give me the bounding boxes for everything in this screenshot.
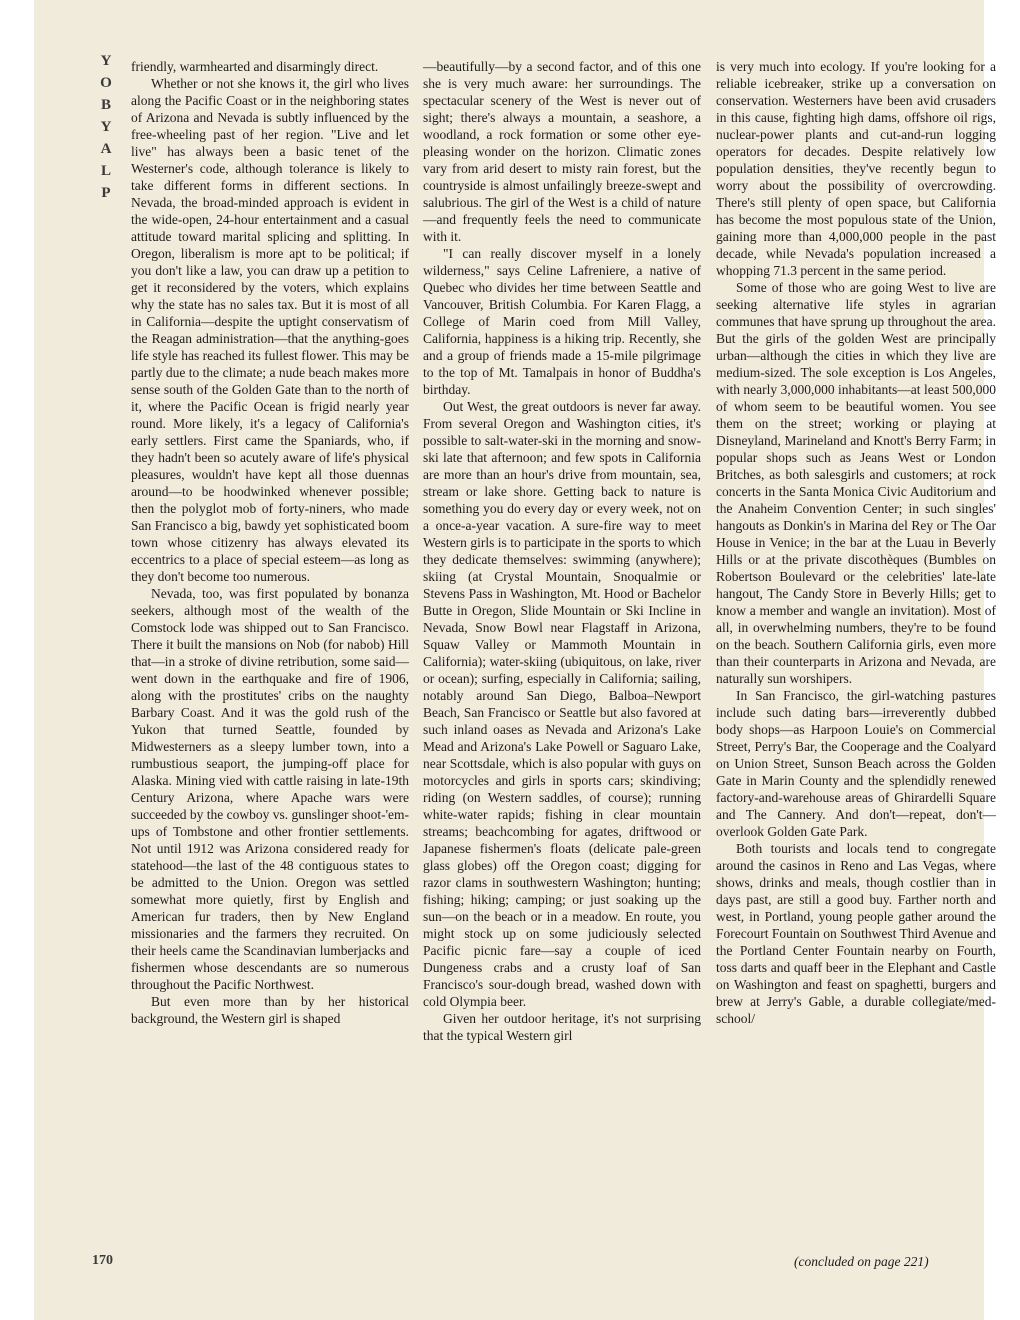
- masthead-letter: B: [100, 97, 111, 113]
- paragraph: But even more than by her historical background, the Western girl is shaped: [131, 994, 409, 1026]
- masthead-letter: Y: [100, 53, 112, 69]
- page-number: 170: [92, 1253, 113, 1268]
- text-column-1: [131, 58, 409, 1027]
- paragraph: "I can really discover myself in a lonely wilderness," says Celine Lafreniere, a native of Quebec who divides her time between Seattle and Vancouver, British Columbia. For Karen Flagg, a College of Marin coed from Mill Valley, California, happiness is a hiking trip. Recently, she and a group of friends made a 15-mile pilgrimage to the top of Mt. Tamalpais in honor of Buddha's birthday.: [423, 246, 701, 397]
- magazine-page: [34, 0, 996, 1320]
- paragraph: In San Francisco, the girl-watching pastures include such dating bars—irreverently dubbed body shops—as Harpoon Louie's on Commercial Street, Perry's Bar, the Cooperage and the Coalyard on Union Street, Sunson Beach across the Golden Gate in Marin County and the splendidly renewed factory-and-warehouse areas of Ghirardelli Square and The Cannery. And don't—repeat, don't—overlook Golden Gate Park.: [716, 688, 996, 839]
- paragraph: Nevada, too, was first populated by bonanza seekers, although most of the wealth of the Comstock lode was shipped out to San Francisco. There it built the mansions on Nob (for nabob) Hill that—in a stroke of divine retribution, some said—went down in the earthquake and fire of 1906, along with the prostitutes' cribs on the naughty Barbary Coast. And it was the gold rush of the Yukon that turned Seattle, founded by Midwesterners as a sleepy lumber town, into a rumbustious seaport, the jumping-off place for Alaska. Mining vied with cattle raising in late-19th Century Arizona, where Apache wars were succeeded by the cowboy vs. gunslinger shoot-'em-ups of Tombstone and other frontier settlements. Not until 1912 was Arizona considered ready for statehood—the last of the 48 contiguous states to be admitted to the Union. Oregon was settled somewhat more quietly, first by English and American fur traders, then by New England missionaries and the farmers they recruited. On their heels came the Scandinavian lumberjacks and fishermen whose descendants are so numerous throughout the Pacific Northwest.: [131, 586, 409, 992]
- playboy-masthead: [96, 50, 116, 204]
- paragraph: Whether or not she knows it, the girl who lives along the Pacific Coast or in the neighboring states of Arizona and Nevada is subtly influenced by the free-wheeling past of her region. "Live and let live" has always been a basic tenet of the Westerner's code, although tolerance is likely to take different forms in different sections. In Nevada, the broad-minded approach is evident in the wide-open, 24-hour entertainment and a casual attitude toward marital splicing and splitting. In Oregon, liberalism is more apt to be political; if you don't like a law, you can draw up a petition to get it reconsidered by the voters, which explains why the state has no sales tax. But it is most of all in California—despite the uptight conservatism of the Reagan administration—that the anything-goes life style has reached its fullest flower. This may be partly due to the climate; a nude beach makes more sense south of the Golden Gate than to the north of it, where the Pacific Ocean is frigid nearly year round. More likely, it's a legacy of California's early settlers. First came the Spaniards, who, if they hadn't been so acutely aware of life's physical pleasures, wouldn't have kept all those duennas around—to be hoodwinked whenever possible; then the polyglot mob of forty-niners, who made San Francisco a big, bawdy yet sophisticated boom town whose citizenry has always elevated its eccentrics to a place of special esteem—as long as they don't become too numerous.: [131, 76, 409, 584]
- text-column-3: [716, 58, 996, 1027]
- masthead-letter: P: [101, 185, 111, 201]
- paragraph: Given her outdoor heritage, it's not surprising that the typical Western girl: [423, 1011, 701, 1043]
- masthead-letter: A: [100, 141, 112, 157]
- paragraph: friendly, warmhearted and disarmingly direct.: [131, 59, 379, 74]
- masthead-letter: Y: [100, 119, 112, 135]
- continuation-note: (concluded on page 221): [794, 1254, 929, 1269]
- paragraph: is very much into ecology. If you're looking for a reliable icebreaker, strike up a conversation on conservation. Westerners have been avid crusaders in this cause, fighting high dams, offshore oil rigs, nuclear-power plants and cut-and-run logging operators for decades. Despite relatively low population densities, they've recently begun to worry about the possibility of overcrowding. There's still plenty of open space, but California has become the most populous state of the Union, gaining more than 4,000,000 people in the past decade, while Nevada's population increased a whopping 71.3 percent in the same period.: [716, 59, 996, 278]
- paragraph: —beautifully—by a second factor, and of this one she is very much aware: her surroundings. The spectacular scenery of the West is never out of sight; there's always a mountain, a seashore, a woodland, a rock formation or some other eye-pleasing wonder on the horizon. Climatic zones vary from arid desert to misty rain forest, but the countryside is almost unfailingly breeze-swept and salubrious. The girl of the West is a child of nature—and frequently feels the need to communicate with it.: [423, 59, 701, 244]
- text-column-2: [423, 58, 701, 1044]
- paragraph: Some of those who are going West to live are seeking alternative life styles in agrarian communes that have sprung up throughout the area. But the girls of the golden West are principally urban—although the cities in which they live are medium-sized. The sole exception is Los Angeles, with nearly 3,000,000 inhabitants—at least 500,000 of whom seem to be beautiful women. You see them on the street; working or playing at Disneyland, Marineland and Knott's Berry Farm; in popular shops such as Jeans West or London Britches, as both salesgirls and customers; at rock concerts in the Santa Monica Civic Auditorium and the Anaheim Convention Center; in such singles' hangouts as Donkin's in Marina del Rey or The Oar House in Venice; in the bar at the Luau in Beverly Hills or at the private discothèques (Bumbles on Robertson Boulevard or the celebrities' late-late hangout, The Candy Store in Beverly Hills; get to know a member and wangle an invitation). Most of all, in overwhelming numbers, they're to be found on the beach. Southern California girls, even more than their counterparts in Arizona and Nevada, are naturally sun worshipers.: [716, 280, 996, 686]
- paragraph: Both tourists and locals tend to congregate around the casinos in Reno and Las Vegas, where shows, drinks and meals, though costlier than in days past, are still a good buy. Farther north and west, in Portland, young people gather around the Forecourt Fountain on Southwest Third Avenue and the Portland Center Fountain nearby on Fourth, toss darts and quaff beer in the Elephant and Castle on Washington and feast on spaghetti, burgers and brew at Jerry's Gable, a durable collegiate/med-school/: [716, 841, 996, 1026]
- paragraph: Out West, the great outdoors is never far away. From several Oregon and Washington cities, it's possible to salt-water-ski in the morning and snow-ski late that afternoon; and few spots in California are more than an hour's drive from mountain, sea, stream or lake shore. Getting back to nature is something you do every day or every week, not on a once-a-year vacation. A sure-fire way to meet Western girls is to participate in the sports to which they dedicate themselves: swimming (anywhere); skiing (at Crystal Mountain, Snoqualmie or Stevens Pass in Washington, Mt. Hood or Bachelor Butte in Oregon, Slide Mountain or Ski Incline in Nevada, Snow Bowl near Flagstaff in Arizona, Squaw Valley or Mammoth Mountain in California); water-skiing (ubiquitous, on lake, river or ocean); surfing, especially in California; sailing, notably around San Diego, Balboa–Newport Beach, San Francisco or Seattle but also favored at such inland oases as Nevada and Arizona's Lake Mead and Arizona's Lake Powell or Saguaro Lake, near Scottsdale, which is also popular with guys on motorcycles and girls in sports cars; skindiving; riding (on Western saddles, of course); running white-water rapids; fishing in clear mountain streams; beachcombing for agates, driftwood or Japanese fishermen's floats (delicate pale-green glass globes) off the Oregon coast; digging for razor clams in southwestern Washington; hunting; fishing; hiking; camping; or just soaking up the sun—on the beach or in a meadow. En route, you might stock up on some judiciously selected Pacific picnic fare—say a couple of iced Dungeness crabs and a crusty loaf of San Francisco's sour-dough bread, washed down with cold Olympia beer.: [423, 399, 701, 1009]
- masthead-letter: L: [100, 163, 111, 179]
- masthead-letter: O: [100, 75, 112, 91]
